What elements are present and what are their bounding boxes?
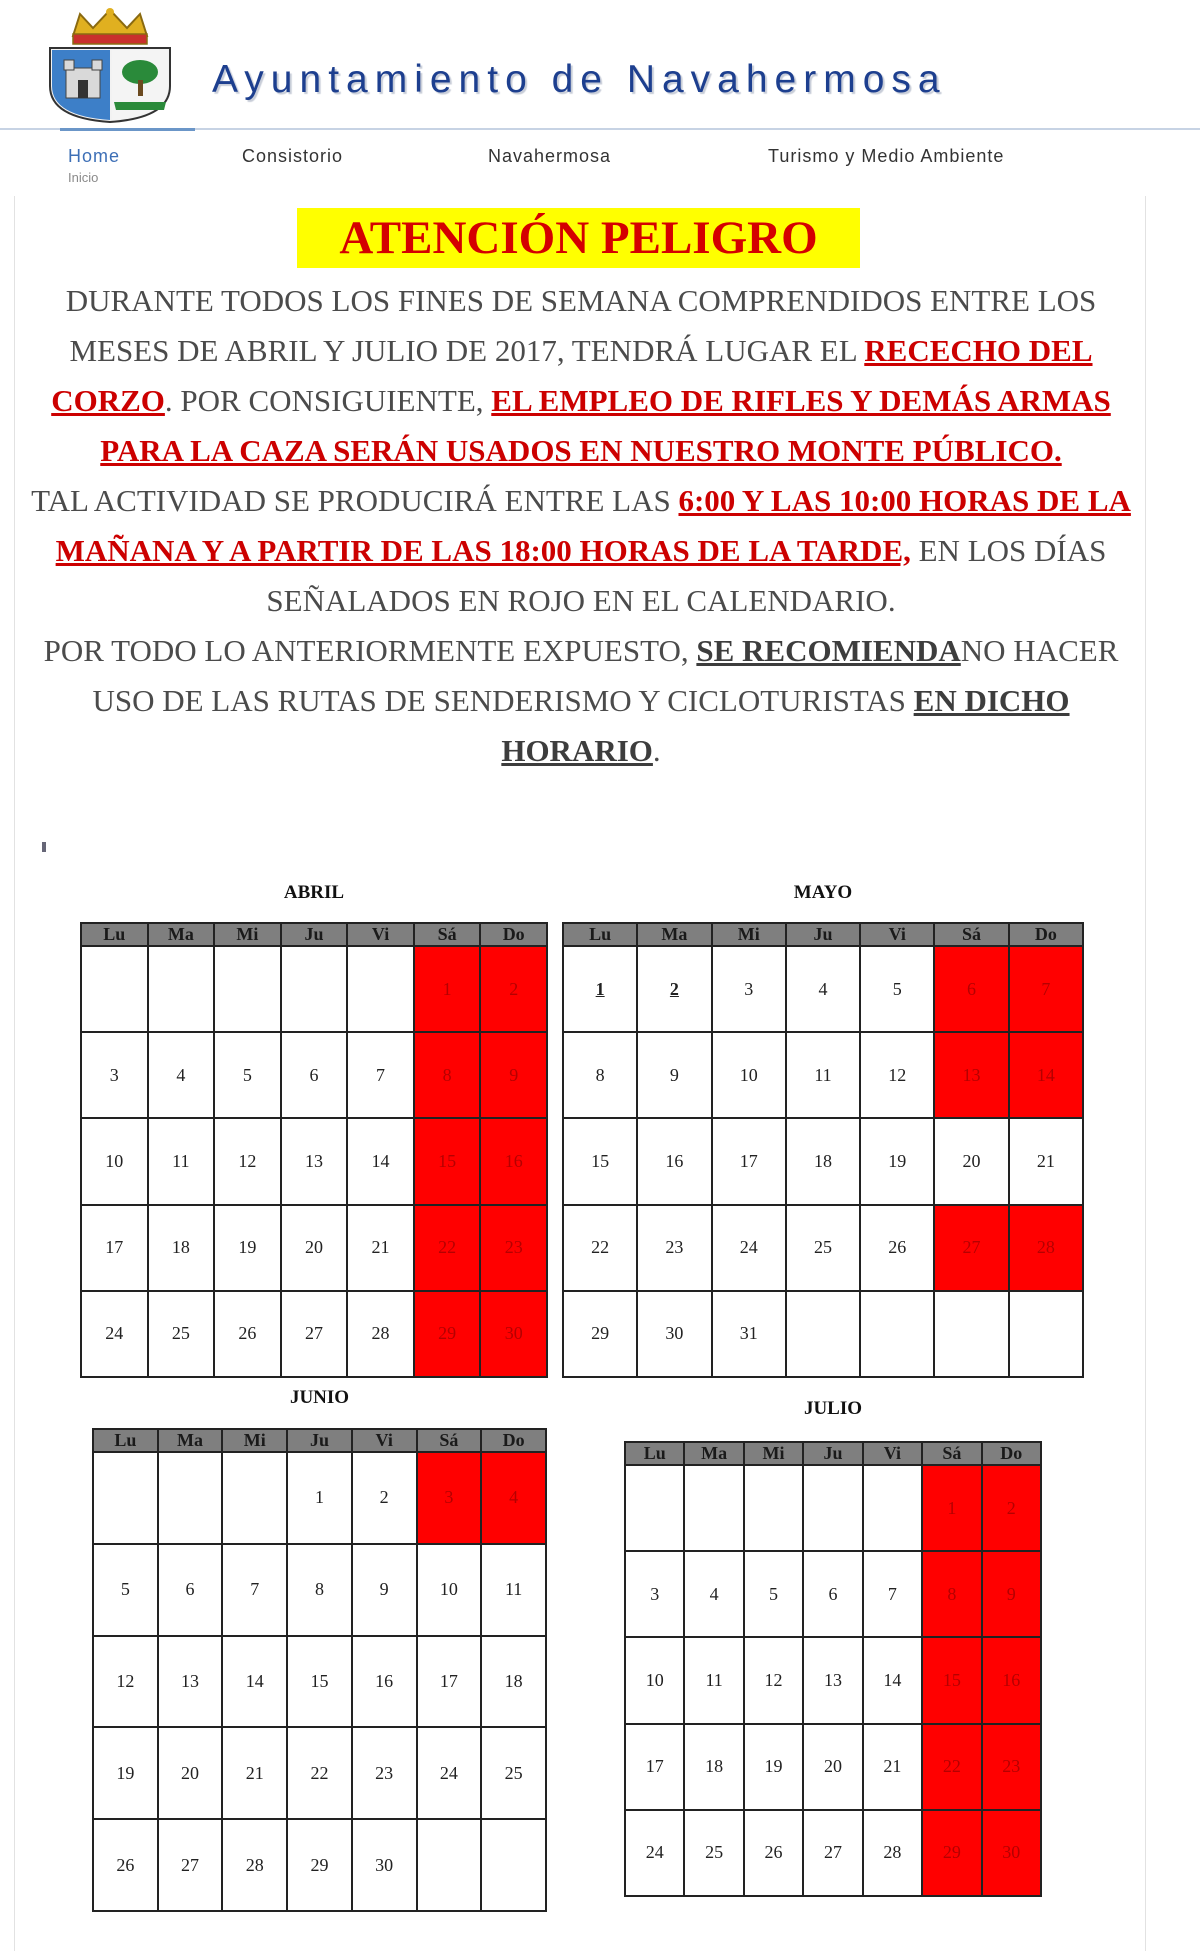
calendar-day: 12 xyxy=(860,1032,934,1118)
nav-item-navahermosa[interactable]: Navahermosa xyxy=(488,146,612,166)
calendar-day-hunting: 23 xyxy=(480,1205,547,1291)
calendar-day: 20 xyxy=(281,1205,348,1291)
calendar-empty-cell xyxy=(860,1291,934,1377)
calendar-empty-cell xyxy=(481,1819,546,1911)
weekday-header-sa: Sá xyxy=(934,923,1008,946)
calendar-day-hunting: 8 xyxy=(922,1551,981,1637)
weekday-header-mi: Mi xyxy=(744,1442,803,1465)
calendar-day: 13 xyxy=(158,1636,223,1728)
main-nav xyxy=(0,140,1200,190)
calendar-day: 24 xyxy=(417,1727,482,1819)
calendar-day: 28 xyxy=(863,1810,922,1896)
calendar-week-row xyxy=(563,1032,1083,1118)
notice-p1-c: . POR CONSIGUIENTE, xyxy=(164,383,492,418)
calendar-day: 26 xyxy=(214,1291,281,1377)
calendar-day-hunting: 4 xyxy=(481,1452,546,1544)
calendar-day: 21 xyxy=(863,1724,922,1810)
calendar-day: 18 xyxy=(481,1636,546,1728)
calendar-day-hunting: 22 xyxy=(922,1724,981,1810)
calendar-day: 8 xyxy=(287,1544,352,1636)
calendar-title-mayo: MAYO xyxy=(793,882,853,903)
calendar-day: 5 xyxy=(93,1544,158,1636)
calendar-empty-cell xyxy=(625,1465,684,1551)
calendar-week-row xyxy=(93,1544,546,1636)
calendar-day: 19 xyxy=(214,1205,281,1291)
nav-item-turismo[interactable]: Turismo y Medio Ambiente xyxy=(768,146,1005,166)
calendar-week-row xyxy=(81,1032,547,1118)
calendar-empty-cell xyxy=(281,946,348,1032)
calendar-empty-cell xyxy=(148,946,215,1032)
calendar-day-hunting: 15 xyxy=(922,1637,981,1723)
site-title[interactable]: Ayuntamiento de Navahermosa xyxy=(212,58,947,101)
calendar-day: 21 xyxy=(1009,1118,1083,1204)
weekday-header-sa: Sá xyxy=(417,1429,482,1452)
calendar-day: 20 xyxy=(934,1118,1008,1204)
calendar-day: 26 xyxy=(744,1810,803,1896)
calendar-week-row xyxy=(625,1810,1041,1896)
calendar-title-abril: ABRIL xyxy=(283,882,345,903)
calendar-day-hunting: 14 xyxy=(1009,1032,1083,1118)
calendar-empty-cell xyxy=(214,946,281,1032)
calendar-day: 2 xyxy=(352,1452,417,1544)
calendar-day: 11 xyxy=(481,1544,546,1636)
calendar-day-hunting: 16 xyxy=(982,1637,1041,1723)
calendar-day: 30 xyxy=(352,1819,417,1911)
weekday-header-do: Do xyxy=(1009,923,1083,946)
active-tab-indicator xyxy=(60,128,195,131)
notice-rececho: RECECHO DEL CORZO xyxy=(51,333,1093,418)
calendar-empty-cell xyxy=(417,1819,482,1911)
calendar-day: 11 xyxy=(684,1637,743,1723)
calendar-day: 16 xyxy=(352,1636,417,1728)
notice-p3-e: . xyxy=(652,733,661,768)
calendar-day: 20 xyxy=(803,1724,862,1810)
calendar-day: 27 xyxy=(803,1810,862,1896)
calendar-day: 19 xyxy=(860,1118,934,1204)
calendar-day: 3 xyxy=(625,1551,684,1637)
calendar-empty-cell xyxy=(1009,1291,1083,1377)
calendar-day: 18 xyxy=(684,1724,743,1810)
calendar-week-row xyxy=(81,946,547,1032)
weekday-header-ju: Ju xyxy=(786,923,860,946)
weekday-header-do: Do xyxy=(982,1442,1041,1465)
calendar-week-row xyxy=(625,1724,1041,1810)
calendar-day: 5 xyxy=(214,1032,281,1118)
calendar-day: 25 xyxy=(481,1727,546,1819)
calendar-day: 14 xyxy=(863,1637,922,1723)
nav-item-home-sublabel: Inicio xyxy=(68,170,99,185)
coat-of-arms-icon[interactable] xyxy=(28,6,193,124)
weekday-header-ma: Ma xyxy=(637,923,711,946)
calendar-day-hunting: 22 xyxy=(414,1205,481,1291)
weekday-header-mi: Mi xyxy=(222,1429,287,1452)
weekday-header-lu: Lu xyxy=(93,1429,158,1452)
calendar-day-hunting: 23 xyxy=(982,1724,1041,1810)
calendar-day: 4 xyxy=(148,1032,215,1118)
calendar-day: 17 xyxy=(625,1724,684,1810)
calendar-empty-cell xyxy=(684,1465,743,1551)
calendar-empty-cell xyxy=(158,1452,223,1544)
calendar-day: 7 xyxy=(222,1544,287,1636)
weekday-header-ma: Ma xyxy=(684,1442,743,1465)
weekday-header-vi: Vi xyxy=(860,923,934,946)
calendar-day-hunting: 2 xyxy=(982,1465,1041,1551)
calendar-week-row xyxy=(81,1291,547,1377)
calendar-day: 22 xyxy=(563,1205,637,1291)
calendar-abril xyxy=(80,922,548,1378)
weekday-header-lu: Lu xyxy=(81,923,148,946)
weekday-header-mi: Mi xyxy=(712,923,786,946)
calendar-day: 1 xyxy=(287,1452,352,1544)
notice-p1-a: DURANTE TODOS LOS FINES DE SEMANA COMPRENDIDOS ENTRE LOS MESES DE ABRIL Y JULIO DE 2017, TENDRÁ LUGAR EL xyxy=(65,283,1097,368)
calendar-day: 3 xyxy=(712,946,786,1032)
calendar-day: 2 xyxy=(637,946,711,1032)
calendar-day: 25 xyxy=(148,1291,215,1377)
site-header xyxy=(0,0,1200,130)
calendar-day-hunting: 30 xyxy=(480,1291,547,1377)
cursor-mark xyxy=(42,842,46,852)
weekday-header-ma: Ma xyxy=(158,1429,223,1452)
weekday-header-do: Do xyxy=(481,1429,546,1452)
calendar-day: 13 xyxy=(281,1118,348,1204)
calendar-junio xyxy=(92,1428,547,1912)
notice-horario: 6:00 Y LAS 10:00 HORAS DE LA MAÑANA Y A PARTIR DE LAS 18:00 HORAS DE LA TARDE, xyxy=(55,483,1131,568)
calendar-mayo xyxy=(562,922,1084,1378)
notice-text xyxy=(18,276,1144,776)
calendar-day-hunting: 6 xyxy=(934,946,1008,1032)
notice-p2-a: TAL ACTIVIDAD SE PRODUCIRÁ ENTRE LAS xyxy=(31,483,679,518)
weekday-header-sa: Sá xyxy=(414,923,481,946)
calendar-day: 12 xyxy=(214,1118,281,1204)
calendar-empty-cell xyxy=(347,946,414,1032)
calendar-day: 4 xyxy=(786,946,860,1032)
calendar-day: 14 xyxy=(222,1636,287,1728)
calendar-day: 27 xyxy=(158,1819,223,1911)
calendar-day: 28 xyxy=(222,1819,287,1911)
calendar-day: 17 xyxy=(712,1118,786,1204)
calendar-day: 29 xyxy=(563,1291,637,1377)
calendar-week-row xyxy=(93,1819,546,1911)
calendar-title-julio: JULIO xyxy=(803,1398,863,1419)
calendar-week-row xyxy=(93,1727,546,1819)
calendar-day: 21 xyxy=(347,1205,414,1291)
weekday-header-ju: Ju xyxy=(287,1429,352,1452)
calendar-julio xyxy=(624,1441,1042,1897)
calendar-day-hunting: 1 xyxy=(414,946,481,1032)
calendar-week-row xyxy=(625,1637,1041,1723)
calendar-day: 29 xyxy=(287,1819,352,1911)
calendar-day: 18 xyxy=(148,1205,215,1291)
notice-p3-a: POR TODO LO ANTERIORMENTE EXPUESTO, xyxy=(43,633,697,668)
calendar-day: 19 xyxy=(744,1724,803,1810)
calendar-day-hunting: 3 xyxy=(417,1452,482,1544)
calendar-empty-cell xyxy=(803,1465,862,1551)
calendar-day-hunting: 16 xyxy=(480,1118,547,1204)
weekday-header-sa: Sá xyxy=(922,1442,981,1465)
calendar-title-junio: JUNIO xyxy=(289,1387,350,1408)
calendar-day-hunting: 29 xyxy=(922,1810,981,1896)
calendar-day-hunting: 9 xyxy=(480,1032,547,1118)
calendar-day: 25 xyxy=(684,1810,743,1896)
calendar-week-row xyxy=(563,1291,1083,1377)
calendar-day: 6 xyxy=(158,1544,223,1636)
calendar-day-hunting: 7 xyxy=(1009,946,1083,1032)
calendar-week-row xyxy=(93,1636,546,1728)
calendar-day: 17 xyxy=(81,1205,148,1291)
calendar-day: 16 xyxy=(637,1118,711,1204)
weekday-header-mi: Mi xyxy=(214,923,281,946)
weekday-header-ju: Ju xyxy=(803,1442,862,1465)
calendar-day: 24 xyxy=(81,1291,148,1377)
calendar-day: 9 xyxy=(637,1032,711,1118)
calendar-day: 10 xyxy=(625,1637,684,1723)
calendar-day: 1 xyxy=(563,946,637,1032)
calendar-week-row xyxy=(81,1118,547,1204)
calendar-empty-cell xyxy=(934,1291,1008,1377)
nav-item-consistorio[interactable]: Consistorio xyxy=(242,146,344,166)
calendar-day: 6 xyxy=(803,1551,862,1637)
calendar-week-row xyxy=(563,1118,1083,1204)
calendar-day-hunting: 2 xyxy=(480,946,547,1032)
weekday-header-vi: Vi xyxy=(863,1442,922,1465)
calendar-week-row xyxy=(563,1205,1083,1291)
calendar-day: 31 xyxy=(712,1291,786,1377)
calendar-day: 14 xyxy=(347,1118,414,1204)
calendar-day: 28 xyxy=(347,1291,414,1377)
calendar-day: 6 xyxy=(281,1032,348,1118)
calendar-week-row xyxy=(563,946,1083,1032)
alert-title: ATENCIÓN PELIGRO xyxy=(297,208,860,268)
calendar-day: 3 xyxy=(81,1032,148,1118)
calendar-day: 8 xyxy=(563,1032,637,1118)
calendar-day: 4 xyxy=(684,1551,743,1637)
calendar-day: 12 xyxy=(93,1636,158,1728)
calendar-empty-cell xyxy=(786,1291,860,1377)
calendar-day: 11 xyxy=(786,1032,860,1118)
calendar-day-hunting: 28 xyxy=(1009,1205,1083,1291)
calendar-empty-cell xyxy=(744,1465,803,1551)
calendar-day: 20 xyxy=(158,1727,223,1819)
calendar-day: 7 xyxy=(863,1551,922,1637)
calendar-week-row xyxy=(625,1551,1041,1637)
calendar-day-hunting: 15 xyxy=(414,1118,481,1204)
calendar-day: 15 xyxy=(287,1636,352,1728)
notice-recomienda: SE RECOMIENDA xyxy=(696,633,961,668)
calendar-day: 23 xyxy=(637,1205,711,1291)
calendar-day: 15 xyxy=(563,1118,637,1204)
calendar-day: 10 xyxy=(417,1544,482,1636)
notice-p3-c: NO HACER USO DE LAS RUTAS DE SENDERISMO Y CICLOTURISTAS xyxy=(92,633,1119,718)
weekday-header-lu: Lu xyxy=(625,1442,684,1465)
calendar-day: 5 xyxy=(744,1551,803,1637)
calendar-empty-cell xyxy=(222,1452,287,1544)
calendar-day: 13 xyxy=(803,1637,862,1723)
calendar-day-hunting: 27 xyxy=(934,1205,1008,1291)
calendar-empty-cell xyxy=(863,1465,922,1551)
calendar-day: 10 xyxy=(81,1118,148,1204)
calendar-day: 27 xyxy=(281,1291,348,1377)
calendar-day-hunting: 9 xyxy=(982,1551,1041,1637)
weekday-header-ma: Ma xyxy=(148,923,215,946)
calendar-day: 30 xyxy=(637,1291,711,1377)
calendar-week-row xyxy=(93,1452,546,1544)
calendar-day: 22 xyxy=(287,1727,352,1819)
calendar-week-row xyxy=(625,1465,1041,1551)
calendar-day: 24 xyxy=(712,1205,786,1291)
calendar-day: 12 xyxy=(744,1637,803,1723)
calendar-day-hunting: 30 xyxy=(982,1810,1041,1896)
calendar-empty-cell xyxy=(93,1452,158,1544)
calendar-day-hunting: 29 xyxy=(414,1291,481,1377)
calendar-day: 17 xyxy=(417,1636,482,1728)
notice-dicho-horario: EN DICHO HORARIO xyxy=(501,683,1070,768)
weekday-header-lu: Lu xyxy=(563,923,637,946)
calendar-week-row xyxy=(81,1205,547,1291)
calendar-day: 26 xyxy=(93,1819,158,1911)
calendar-day: 9 xyxy=(352,1544,417,1636)
calendar-day: 23 xyxy=(352,1727,417,1819)
calendar-day: 10 xyxy=(712,1032,786,1118)
weekday-header-vi: Vi xyxy=(352,1429,417,1452)
notice-p2-c: EN LOS DÍAS SEÑALADOS EN ROJO EN EL CALENDARIO. xyxy=(266,533,1107,618)
calendar-day-hunting: 8 xyxy=(414,1032,481,1118)
calendar-day: 7 xyxy=(347,1032,414,1118)
calendar-day: 24 xyxy=(625,1810,684,1896)
calendar-day: 5 xyxy=(860,946,934,1032)
calendar-empty-cell xyxy=(81,946,148,1032)
weekday-header-vi: Vi xyxy=(347,923,414,946)
calendar-day: 26 xyxy=(860,1205,934,1291)
weekday-header-do: Do xyxy=(480,923,547,946)
nav-item-home[interactable]: Home xyxy=(68,146,121,166)
calendar-day: 18 xyxy=(786,1118,860,1204)
calendar-day: 21 xyxy=(222,1727,287,1819)
calendar-day-hunting: 1 xyxy=(922,1465,981,1551)
calendar-day: 19 xyxy=(93,1727,158,1819)
weekday-header-ju: Ju xyxy=(281,923,348,946)
notice-armas: EL EMPLEO DE RIFLES Y DEMÁS ARMAS PARA LA CAZA SERÁN USADOS EN NUESTRO MONTE PÚBLICO. xyxy=(100,383,1111,468)
calendar-day: 11 xyxy=(148,1118,215,1204)
calendar-day-hunting: 13 xyxy=(934,1032,1008,1118)
calendar-day: 25 xyxy=(786,1205,860,1291)
